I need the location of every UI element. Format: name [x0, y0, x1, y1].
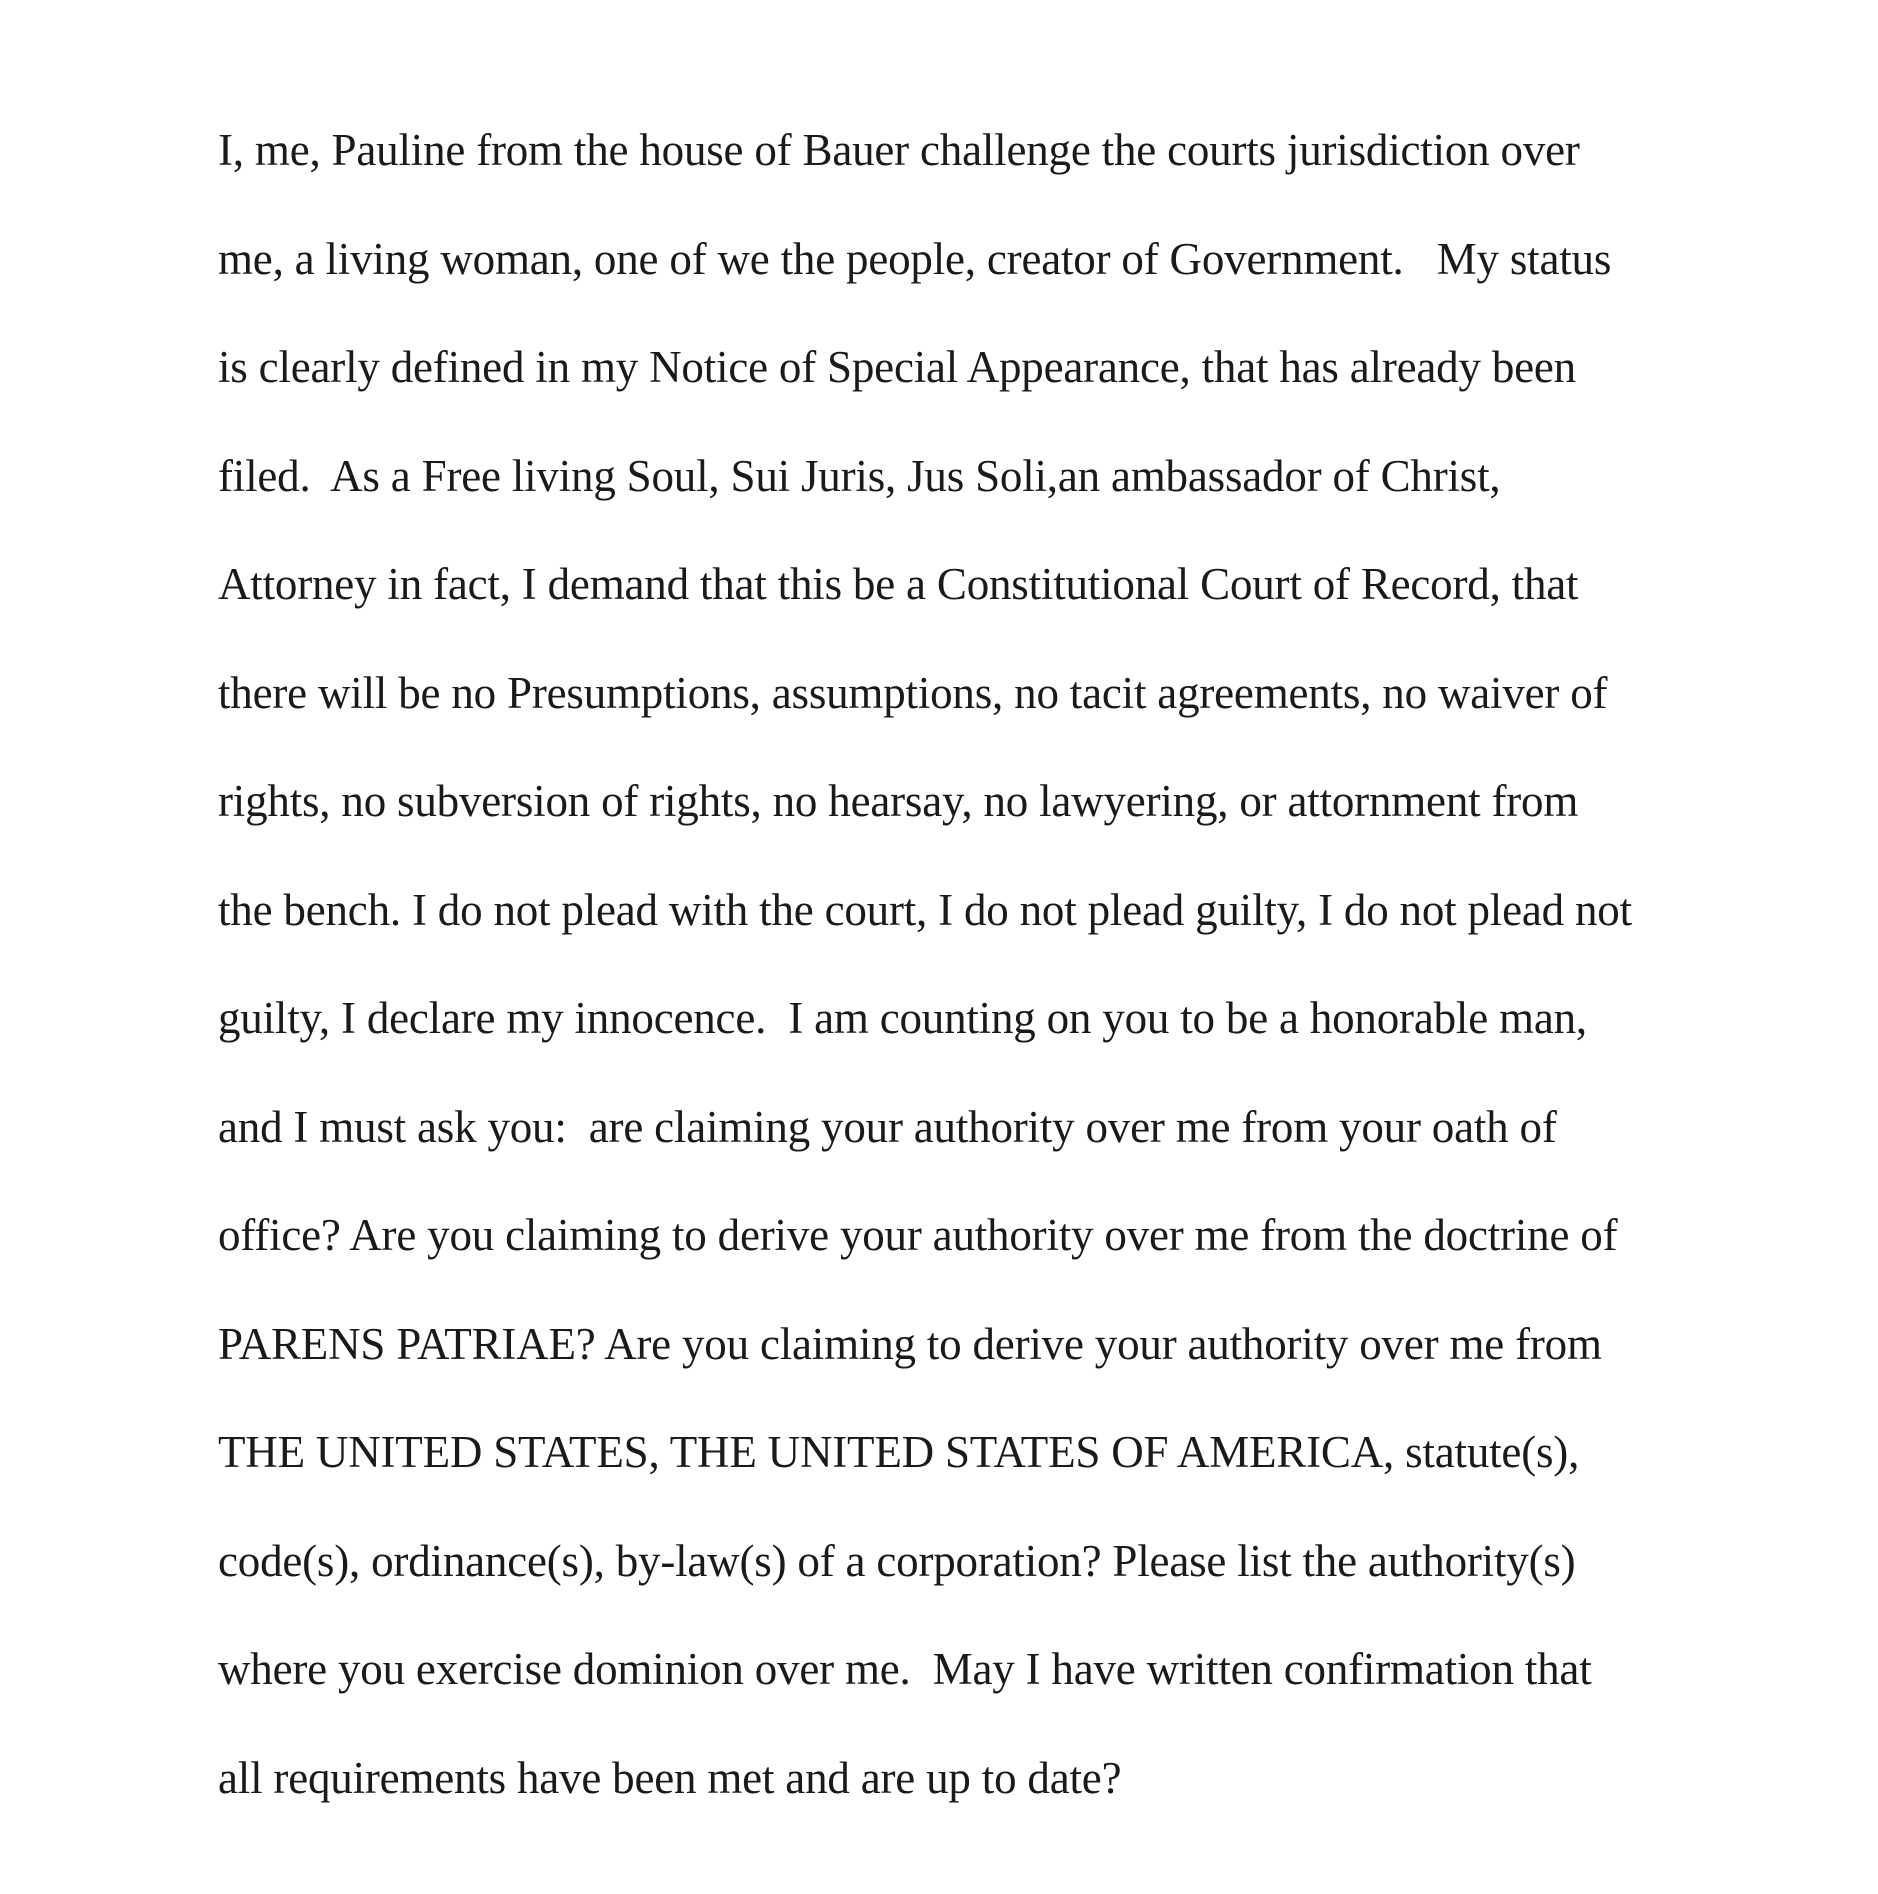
- text-line: rights, no subversion of rights, no hearsay, no lawyering, or attornment from: [218, 776, 1579, 826]
- text-line: I, me, Pauline from the house of Bauer challenge the courts jurisdiction over: [218, 125, 1580, 175]
- text-line: guilty, I declare my innocence. I am counting on you to be a honorable man,: [218, 993, 1587, 1043]
- text-line: and I must ask you: are claiming your authority over me from your oath of: [218, 1101, 1557, 1152]
- text-line: THE UNITED STATES, THE UNITED STATES OF AMERICA, statute(s),: [218, 1427, 1580, 1477]
- text-line: Attorney in fact, I demand that this be a Constitutional Court of Record, that: [218, 559, 1579, 609]
- document-body: [218, 120, 1778, 1856]
- text-line: all requirements have been met and are up to date?: [218, 1752, 1122, 1803]
- text-line: office? Are you claiming to derive your authority over me from the doctrine of: [218, 1210, 1618, 1260]
- text-line: code(s), ordinance(s), by-law(s) of a corporation? Please list the authority(s): [218, 1535, 1576, 1586]
- text-line: the bench. I do not plead with the court, I do not plead guilty, I do not plead not: [218, 884, 1632, 935]
- text-line: where you exercise dominion over me. May I have written confirmation that: [218, 1644, 1592, 1694]
- text-line: there will be no Presumptions, assumptions, no tacit agreements, no waiver of: [218, 667, 1608, 718]
- text-line: is clearly defined in my Notice of Special Appearance, that has already been: [218, 342, 1576, 392]
- text-line: filed. As a Free living Soul, Sui Juris, Jus Soli,an ambassador of Christ,: [218, 450, 1501, 501]
- text-line: me, a living woman, one of we the people, creator of Government. My status: [218, 233, 1612, 284]
- text-line: PARENS PATRIAE? Are you claiming to derive your authority over me from: [218, 1318, 1602, 1369]
